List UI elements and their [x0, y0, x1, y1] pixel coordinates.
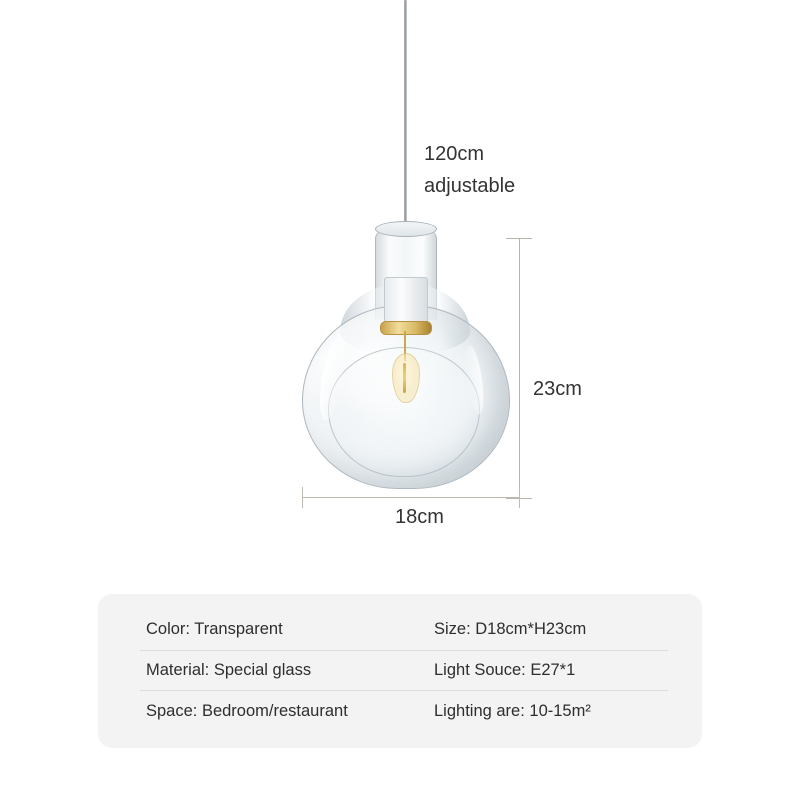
- spec-lighting-area: Lighting are: 10-15m²: [434, 702, 591, 721]
- height-dimension-line: [519, 238, 520, 498]
- width-tick-right: [519, 487, 520, 508]
- filament-wire: [403, 363, 406, 393]
- cord-length-value: 120cm: [424, 143, 485, 165]
- pendant-cord: [404, 0, 407, 232]
- lamp-neck-top-rim: [375, 221, 437, 237]
- width-dimension-line: [302, 497, 520, 498]
- glass-pendant-lamp: [280, 225, 530, 495]
- height-tick-top: [506, 238, 532, 239]
- height-label: 23cm: [533, 378, 582, 400]
- cord-length-label: [424, 138, 515, 202]
- lamp-socket-brass-ring: [380, 321, 432, 335]
- spec-color: Color: Transparent: [140, 610, 404, 651]
- spec-light-source: Light Souce: E27*1: [404, 651, 668, 692]
- width-tick-left: [302, 487, 303, 508]
- spec-space: Space: Bedroom/restaurant: [146, 702, 348, 721]
- spec-size: Size: D18cm*H23cm: [404, 610, 668, 651]
- specifications-panel: [98, 594, 702, 748]
- specifications-table: [140, 610, 668, 732]
- lamp-socket: [384, 277, 428, 325]
- spec-material: Material: Special glass: [140, 651, 404, 692]
- width-label: 18cm: [395, 506, 444, 528]
- cord-adjustable-text: adjustable: [424, 175, 516, 197]
